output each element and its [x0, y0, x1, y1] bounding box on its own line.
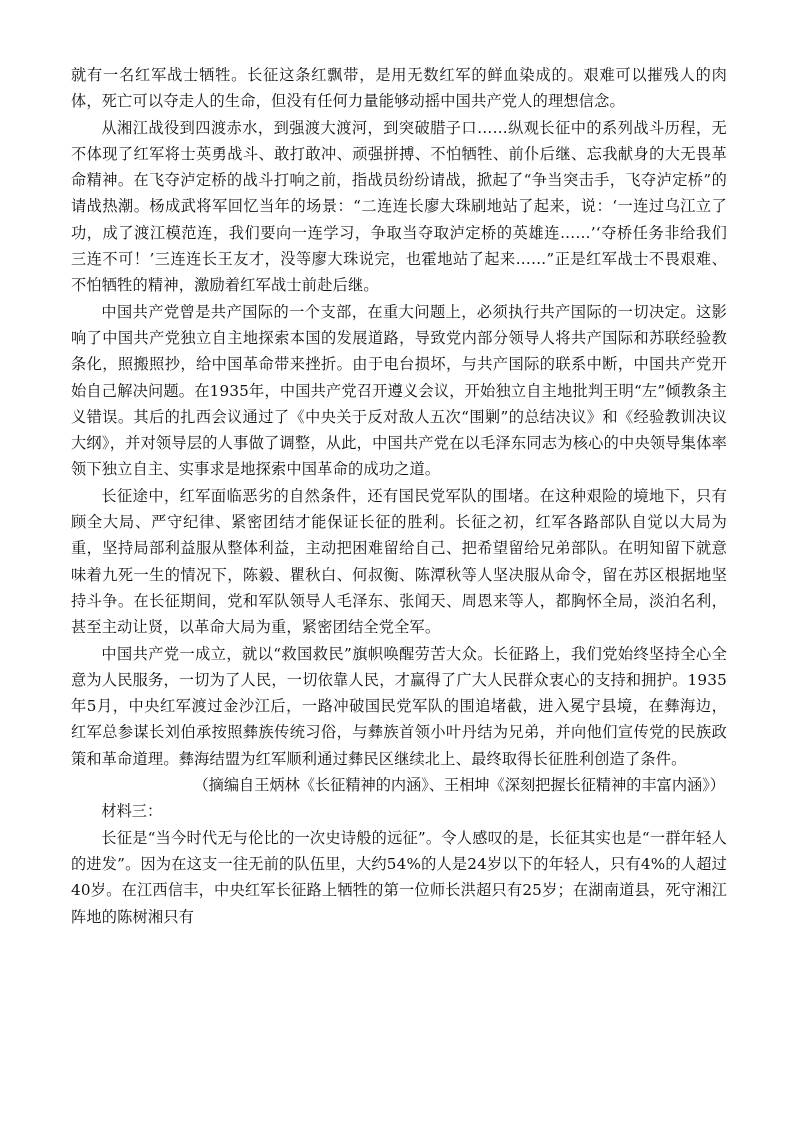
- source-citation: （摘编自王炳林《长征精神的内涵》、王相坤《深刻把握长征精神的丰富内涵》）: [193, 776, 725, 795]
- material-paragraph: 长征是“当今时代无与伦比的一次史诗般的远征”。令人感叹的是，长征其实也是“一群年轻人的进发”。因为在这支一往无前的队伍里，大约54%的人是24岁以下的年轻人，只有4%的人超过40岁。在江西信丰，中央红军长征路上牺牲的第一位师长洪超只有25岁；在湖南道县，死守湘江阵地的陈树湘只有: [71, 828, 727, 926]
- paragraph-3: 中国共产党曾是共产国际的一个支部，在重大问题上，必须执行共产国际的一切决定。这影响了中国共产党独立自主地探索本国的发展道路，导致党内部分领导人将共产国际和苏联经验教条化，照搬照抄，给中国革命带来挫折。由于电台损坏，与共产国际的联系中断，中国共产党开始自己解决问题。在1935年，中国共产党召开遵义会议，开始独立自主地批判王明“左”倾教条主义错误。其后的扎西会议通过了《中央关于反对敌人五次“围剿”的总结决议》和《经验教训决议大纲》，并对领导层的人事做了调整，从此，中国共产党在以毛泽东同志为核心的中央领导集体率领下独立自主、实事求是地探索中国革命的成功之道。: [71, 302, 727, 479]
- paragraph-5: 中国共产党一成立，就以“救国救民”旗帜唤醒劳苦大众。长征路上，我们党始终坚持全心全意为人民服务，一切为了人民，一切依靠人民，才赢得了广大人民群众衷心的支持和拥护。1935年5月，中央红军渡过金沙江后，一路冲破国民党军队的围追堵截，进入冕宁县境，在彝海边，红军总参谋长刘伯承按照彝族传统习俗，与彝族首领小叶丹结为兄弟，并向他们宣传党的民族政策和革命道理。彝海结盟为红军顺利通过彝民区继续北上、最终取得长征胜利创造了条件。: [71, 644, 727, 768]
- paragraph-1: 就有一名红军战士牺牲。长征这条红飘带，是用无数红军的鲜血染成的。艰难可以摧残人的肉体，死亡可以夺走人的生命，但没有任何力量能够动摇中国共产党人的理想信念。: [71, 66, 727, 111]
- paragraph-2: 从湘江战役到四渡赤水，到强渡大渡河，到突破腊子口……纵观长征中的系列战斗历程，无不体现了红军将士英勇战斗、敢打敢冲、顽强拼搏、不怕牺牲、前仆后继、忘我献身的大无畏革命精神。在飞夺泸定桥的战斗打响之前，指战员纷纷请战，掀起了“争当突击手，飞夺泸定桥”的请战热潮。杨成武将军回忆当年的场景：“二连连长廖大珠刷地站了起来，说：‘一连过乌江立了功，成了渡江模范连，我们要向一连学习，争取当夺取泸定桥的英雄连……’‘夺桥任务非给我们三连不可！’三连连长王友才，没等廖大珠说完，也霍地站了起来……”正是红军战士不畏艰难、不怕牺牲的精神，激励着红军战士前赴后继。: [71, 118, 727, 295]
- material-heading: 材料三：: [101, 802, 163, 821]
- paragraph-4: 长征途中，红军面临恶劣的自然条件，还有国民党军队的围堵。在这种艰险的境地下，只有顾全大局、严守纪律、紧密团结才能保证长征的胜利。长征之初，红军各路部队自觉以大局为重，坚持局部利益服从整体利益，主动把困难留给自己、把希望留给兄弟部队。在明知留下就意味着九死一生的情况下，陈毅、瞿秋白、何叔衡、陈潭秋等人坚决服从命令，留在苏区根据地坚持斗争。在长征期间，党和军队领导人毛泽东、张闻天、周恩来等人，都胸怀全局，淡泊名利，甚至主动让贤，以革命大局为重，紧密团结全党全军。: [71, 486, 727, 637]
- document-page: [71, 62, 727, 930]
